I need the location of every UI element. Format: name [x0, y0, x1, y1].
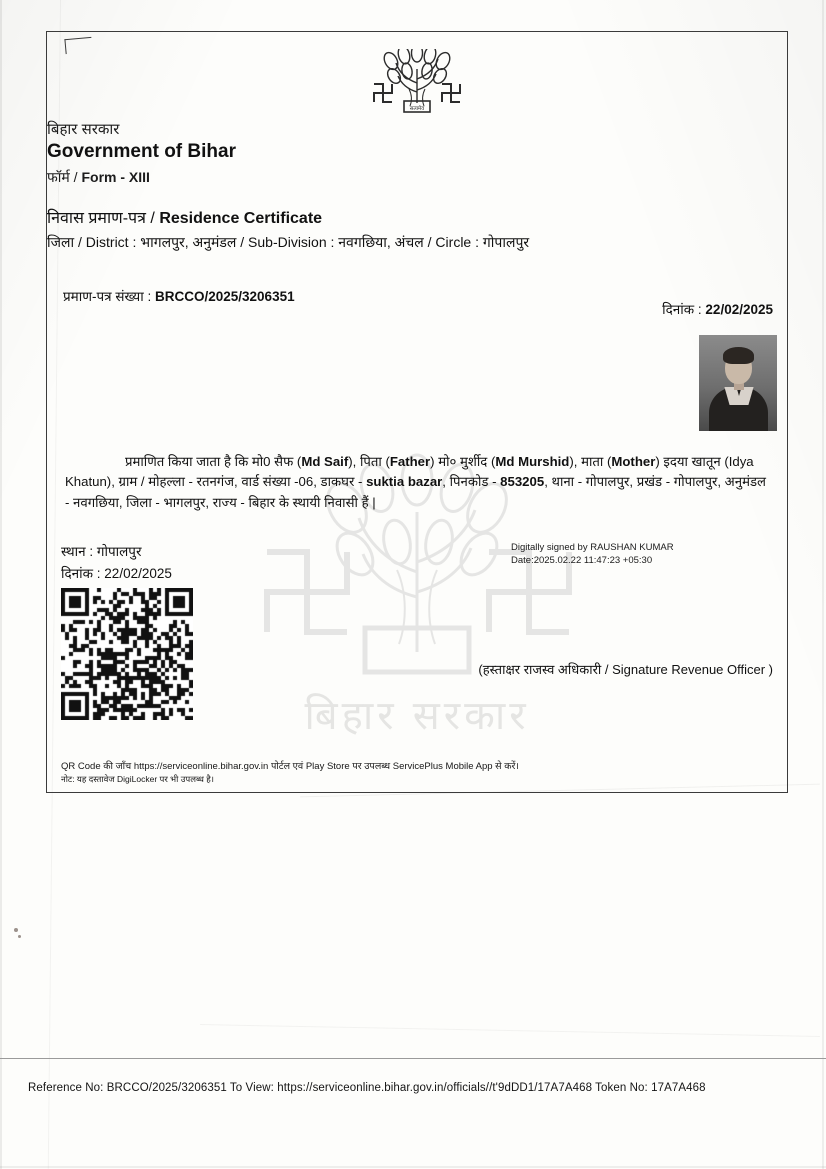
title-hindi: निवास प्रमाण-पत्र: [47, 210, 146, 227]
place-label: स्थान :: [61, 544, 94, 559]
form-label-hindi: फॉर्म: [47, 169, 70, 185]
digital-signature-signer: Digitally signed by RAUSHAN KUMAR: [511, 542, 674, 553]
scan-crease: [200, 1024, 820, 1037]
avatar: [699, 335, 777, 431]
issue-date: [662, 300, 773, 318]
digilocker-note: नोट: यह दस्तावेज DigiLocker पर भी उपलब्ध है।: [61, 774, 214, 784]
paper-speck: [14, 928, 18, 932]
signed-date-line: [61, 564, 172, 582]
title-english: Residence Certificate: [159, 210, 323, 227]
certificate-number: [63, 287, 295, 305]
page-title: [47, 206, 787, 228]
issue-date-value: 22/02/2025: [705, 302, 773, 317]
title-separator: /: [145, 210, 160, 227]
watermark-text: बिहार सरकार: [304, 694, 530, 738]
digital-signature-block: [511, 542, 771, 568]
bihar-government-emblem-icon: [47, 49, 787, 120]
qr-code[interactable]: [61, 588, 193, 720]
issue-date-label: दिनांक :: [662, 302, 702, 317]
certificate-number-value: BRCCO/2025/3206351: [155, 289, 295, 304]
place-value: गोपालपुर: [96, 544, 142, 559]
form-separator: /: [69, 169, 82, 185]
scan-crease: [0, 0, 2, 1169]
certificate-body-text: प्रमाणित किया जाता है कि मो0 सैफ (Md Saif), पिता (Father) मो० मुर्शीद (Md Murshid), माता (Mother) इदया खातून (Idya Khatun), ग्राम / मोहल्ला - रतनगंज, वार्ड संख्या -06, डाकघर - suktia bazar, पिनकोड - 853205, थाना - गोपालपुर, प्रखंड - गोपालपुर, अनुमंडल - नवगछिया, जिला - भागलपुर, राज्य - बिहार के स्थायी निवासी हैं |: [65, 454, 766, 510]
qr-verification-note: QR Code की जाँच https://serviceonline.bihar.gov.in पोर्टल एवं Play Store पर उपलब्ध ServicePlus Mobile App से करें।: [61, 761, 520, 772]
form-number: [47, 168, 787, 187]
signed-date-value: 22/02/2025: [104, 566, 172, 581]
reference-line: Reference No: BRCCO/2025/3206351 To View: https://serviceonline.bihar.gov.in/officials//t'9dDD1/17A7A468 Token No: 17A7A468: [28, 1082, 706, 1094]
paper-speck: [18, 935, 21, 938]
jurisdiction-line: जिला / District : भागलपुर, अनुमंडल / Sub-Division : नवगछिया, अंचल / Circle : गोपालपुर: [47, 234, 530, 250]
form-label-english: Form - XIII: [81, 169, 150, 185]
certificate-number-label: प्रमाण-पत्र संख्या :: [63, 289, 152, 304]
place-line: [61, 542, 141, 560]
signed-date-label: दिनांक :: [61, 566, 101, 581]
signature-caption: (हस्ताक्षर राजस्व अधिकारी / Signature Revenue Officer ): [478, 662, 773, 677]
certificate-frame: [46, 31, 788, 793]
state-name-hindi: बिहार सरकार: [47, 121, 120, 138]
svg-text:सत्यमेव: सत्यमेव: [409, 106, 425, 112]
digital-signature-date: Date:2025.02.22 11:47:23 +05:30: [511, 554, 653, 566]
state-name-english: Government of Bihar: [47, 141, 236, 162]
scan-crease: [0, 1166, 826, 1168]
footer-divider: [0, 1058, 826, 1059]
scan-crease: [822, 0, 824, 1169]
